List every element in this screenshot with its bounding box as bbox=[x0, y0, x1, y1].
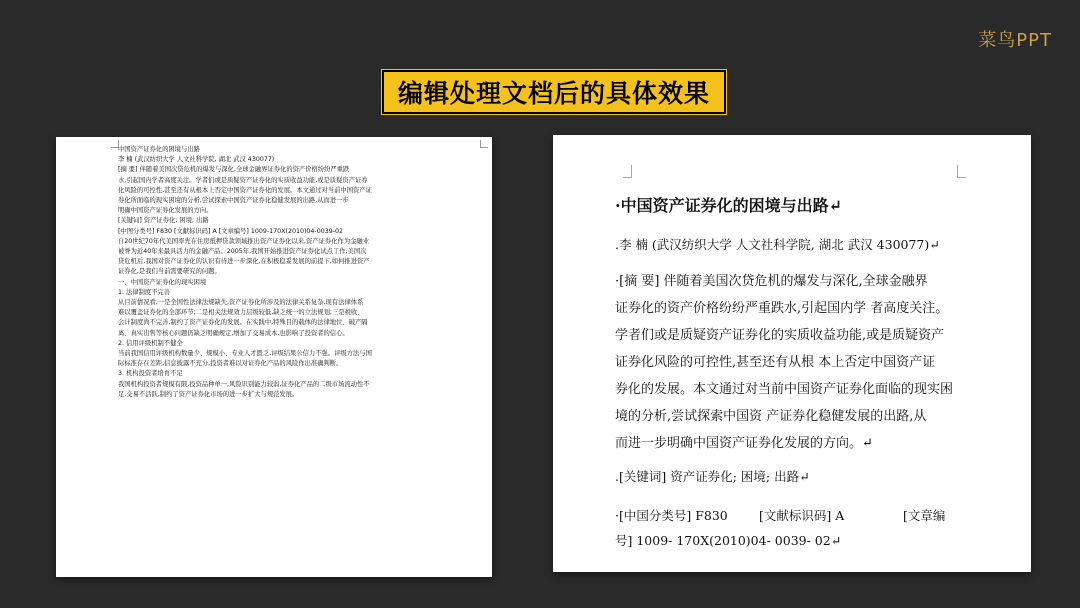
document-text-line: 明确中国资产证券化发展的方向。 bbox=[118, 207, 213, 215]
brand-logo: 菜鸟PPT bbox=[978, 30, 1052, 51]
page-corner-mark bbox=[480, 140, 488, 148]
page-corner-mark bbox=[957, 165, 966, 178]
abstract-line: 券化的发展。本文通过对当前中国资产证券化面临的现实困 bbox=[615, 382, 954, 397]
abstract-line: 学者们或是质疑资产证券化的实质收益功能,或是质疑资产 bbox=[615, 328, 945, 343]
document-text-line: [关键词] 资产证券化; 困境; 出路 bbox=[118, 217, 209, 225]
document-text-line: 自20世纪70年代美国率先在住房抵押贷款领域推出资产证券化以来,资产证券化作为金融业 bbox=[118, 237, 370, 245]
article-number-label: [文章编 bbox=[902, 508, 946, 523]
document-abstract bbox=[615, 268, 971, 457]
document-text-line: 被誉为近40年来最具活力的金融产品。2005年,我国开始推进资产证券化试点工作,美国次 bbox=[118, 248, 367, 256]
document-text-line: 会计制度尚不完善,制约了资产证券化的发展。在实践中,特殊目的载体的法律地位、破产隔 bbox=[118, 319, 368, 327]
document-keywords: .[关键词] 资产证券化; 困境; 出路↵ bbox=[615, 469, 810, 484]
document-text-line: 中国资产证券化的困境与出路 bbox=[118, 146, 200, 153]
document-text-line: 3. 机构投资者培育不足 bbox=[118, 370, 183, 378]
document-text-line: 一、中国资产证券化的现实困境 bbox=[118, 278, 207, 286]
document-text-line: 证券化,是我们当前需要研究的问题。 bbox=[118, 268, 221, 276]
document-after-page bbox=[553, 135, 1031, 572]
document-text-line: 我国机构投资者规模有限,投资品种单一,风险识别能力较弱,证券化产品的二级市场流动性不 bbox=[118, 380, 370, 388]
abstract-line: ·[摘 要] 伴随着美国次贷危机的爆发与深化,全球金融界 bbox=[615, 274, 928, 289]
abstract-line: 证券化的资产价格纷纷严重跌水,引起国内学 者高度关注。 bbox=[615, 301, 949, 316]
document-text-block bbox=[118, 145, 478, 400]
slide-title: 编辑处理文档后的具体效果 bbox=[382, 70, 726, 114]
document-text-line: 李 楠 (武汉纺织大学 人文社科学院, 湖北 武汉 430077) bbox=[118, 156, 275, 164]
document-before-page bbox=[56, 137, 492, 577]
document-text-line: 2. 信用评级机制不健全 bbox=[118, 339, 183, 347]
document-code: [文献标识码] A bbox=[758, 508, 845, 523]
abstract-line: 而进一步明确中国资产证券化发展的方向。↵ bbox=[615, 436, 873, 451]
document-text-line: 1. 法律制度不完善 bbox=[118, 288, 171, 296]
article-number: 号] 1009- 170X(2010)04- 0039- 02↵ bbox=[615, 533, 842, 548]
document-text-line: 际标准存在差距,信息披露不充分,投资者难以对证券化产品的风险作出准确判断。 bbox=[118, 360, 343, 368]
document-text-line: 化风险的可控性,甚至还有从根本上否定中国资产证券化的发展。本文通过对当前中国资产证 bbox=[118, 186, 372, 194]
document-title: ·中国资产证券化的困境与出路↵ bbox=[615, 196, 842, 215]
abstract-line: 境的分析,尝试探索中国资 产证券化稳健发展的出路,从 bbox=[615, 409, 927, 424]
document-text-line: 水,引起国内学者高度关注。学者们或是质疑资产证券化的实质收益功能,或是质疑资产证券 bbox=[118, 176, 368, 184]
document-text-line: [摘 要] 伴随着美国次贷危机的爆发与深化,全球金融界证券化的资产价格纷纷严重跌 bbox=[118, 166, 350, 174]
classification-number: ·[中国分类号] F830 bbox=[615, 508, 728, 523]
document-text-line: [中图分类号] F830 [文献标识码] A [文章编号] 1009-170X(2010)04-0039-02 bbox=[118, 227, 344, 235]
document-text-line: 券化所面临的现实困境的分析,尝试探索中国资产证券化稳健发展的出路,从而进一步 bbox=[118, 197, 349, 205]
document-text-line: 难以覆盖证券化的全部环节;二是相关法规效力层级较低,缺乏统一的立法规划;三是税收、 bbox=[118, 309, 364, 317]
abstract-line: 证券化风险的可控性,甚至还有从根 本上否定中国资产证 bbox=[615, 355, 936, 370]
document-text-line: 离、真实出售等核心问题仍缺乏明确规定,增加了交易成本,也影响了投资者的信心。 bbox=[118, 329, 349, 337]
document-author: .李 楠 (武汉纺织大学 人文社科学院, 湖北 武汉 430077)↵ bbox=[615, 237, 940, 252]
document-text-line: 从目前情况看,一是全国性法律法规缺失,资产证券化所涉及的法律关系复杂,现有法律体系 bbox=[118, 299, 364, 307]
document-text-line: 当前我国信用评级机构数量少、规模小、专业人才匮乏,评级结果公信力不强。评级方法与国 bbox=[118, 350, 372, 358]
document-text-line: 足,交易不活跃,制约了资产证券化市场的进一步扩大与规范发展。 bbox=[118, 390, 299, 398]
document-text-line: 贷危机后,我国对资产证券化的认识有待进一步深化,在积极稳妥发展的前提下,如何推进资产 bbox=[118, 258, 370, 266]
document-classification bbox=[615, 503, 971, 553]
page-corner-mark bbox=[623, 165, 632, 178]
